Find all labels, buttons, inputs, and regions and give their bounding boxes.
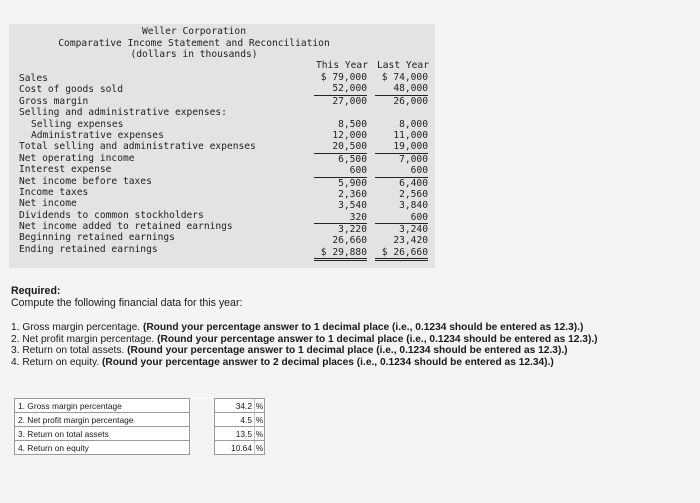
last-year-value	[375, 107, 428, 118]
this-year-value: 6,500	[338, 153, 367, 165]
question-item	[11, 357, 598, 369]
statement-row-labels	[19, 73, 256, 255]
required-heading: Required:	[11, 285, 61, 297]
answer-input[interactable]: 34.2	[215, 399, 255, 413]
this-year-value: 2,360	[338, 188, 367, 200]
statement-row-label: Cost of goods sold	[19, 84, 123, 96]
last-year-value: 600	[375, 212, 428, 224]
this-year-value: 600	[314, 165, 367, 177]
question-text: 3. Return on total assets.	[11, 345, 128, 357]
answer-input[interactable]: 10.64	[215, 441, 255, 455]
statement-row-label: Beginning retained earnings	[19, 232, 175, 244]
answer-spacer	[190, 441, 215, 455]
percent-unit: %	[255, 442, 264, 453]
statement-row-label: Selling and administrative expenses:	[19, 107, 227, 119]
this-year-value: 27,000	[332, 95, 367, 107]
statement-row-label: Net income added to retained earnings	[19, 221, 233, 233]
answer-label: 1. Gross margin percentage	[15, 399, 190, 413]
last-year-value: 23,420	[393, 235, 428, 247]
required-section	[11, 285, 242, 309]
statement-row-label: Net income before taxes	[19, 175, 152, 187]
answer-spacer	[190, 399, 215, 413]
this-year-value: 52,000	[314, 83, 367, 95]
question-instruction: (Round your percentage answer to 1 decimal place (i.e., 0.1234 should be entered as 12.3).)	[142, 322, 584, 333]
this-year-value: 3,540	[338, 200, 367, 212]
last-year-value: 600	[375, 165, 428, 177]
question-text: 2. Net profit margin percentage.	[11, 333, 158, 345]
answer-row	[15, 399, 265, 413]
statement-row-label: Dividends to common stockholders	[19, 209, 204, 221]
percent-unit: %	[255, 414, 264, 425]
question-text: 4. Return on equity.	[11, 356, 102, 368]
answer-label: 3. Return on total assets	[15, 427, 190, 441]
percent-unit: %	[255, 400, 264, 411]
question-item	[11, 334, 598, 346]
statement-row-label: Sales	[19, 73, 48, 84]
this-year-column	[314, 72, 367, 261]
this-year-value: $ 29,880	[314, 247, 367, 261]
statement-row-label: Income taxes	[19, 186, 89, 198]
last-year-value: 11,000	[393, 129, 428, 141]
answer-row	[15, 441, 265, 455]
question-instruction: (Round your percentage answer to 1 decimal place (i.e., 0.1234 should be entered as 12.3).)	[127, 345, 568, 357]
last-year-value: 6,400	[399, 177, 428, 189]
answer-table	[14, 398, 265, 455]
answer-label: 2. Net profit margin percentage	[15, 413, 190, 427]
answer-spacer	[190, 427, 215, 441]
percent-unit: %	[255, 428, 264, 439]
this-year-value: 5,900	[338, 177, 367, 189]
answer-spacer	[190, 413, 215, 427]
statement-row-label: Ending retained earnings	[19, 243, 158, 255]
question-text: 1. Gross margin percentage.	[11, 322, 143, 333]
last-year-value: 3,840	[399, 200, 428, 212]
required-intro: Compute the following financial data for this year:	[11, 297, 243, 309]
last-year-value: 8,000	[399, 118, 428, 130]
question-item	[11, 322, 598, 334]
last-year-value: 19,000	[375, 141, 428, 153]
answer-input[interactable]: 4.5	[215, 413, 255, 427]
answer-row	[15, 427, 265, 441]
statement-row-label: Selling expenses	[31, 118, 124, 130]
last-year-value: 26,000	[393, 95, 428, 107]
statement-row-label: Total selling and administrative expenses	[19, 141, 256, 153]
statement-title: Comparative Income Statement and Reconciliation	[58, 37, 330, 49]
this-year-value: 26,660	[332, 235, 367, 247]
statement-row-label: Interest expense	[19, 164, 112, 176]
statement-row-label: Net operating income	[19, 152, 135, 164]
statement-units-note: (dollars in thousands)	[130, 49, 258, 60]
income-statement-panel	[9, 24, 435, 268]
statement-row-label: Gross margin	[19, 95, 89, 107]
last-year-value: $ 74,000	[381, 72, 428, 83]
question-item	[11, 345, 598, 357]
answer-label: 4. Return on equity	[15, 441, 190, 455]
column-header-last-year: Last Year	[377, 60, 429, 71]
last-year-value: 3,240	[399, 224, 428, 236]
this-year-value: 8,500	[338, 118, 367, 130]
column-header-this-year: This Year	[316, 60, 368, 71]
last-year-value: 48,000	[375, 83, 428, 95]
answer-input[interactable]: 13.5	[215, 427, 255, 441]
statement-row-label: Net income	[19, 198, 77, 210]
last-year-column	[375, 72, 428, 261]
this-year-value: 20,500	[314, 141, 367, 153]
this-year-value	[314, 107, 367, 118]
this-year-value: 320	[314, 212, 367, 224]
this-year-value: 3,220	[338, 224, 367, 236]
question-instruction: (Round your percentage answer to 1 decimal place (i.e., 0.1234 should be entered as 12.3).)	[157, 333, 598, 345]
question-instruction: (Round your percentage answer to 2 decimal places (i.e., 0.1234 should be entered as 12.34).)	[102, 356, 554, 368]
statement-company-name: Weller Corporation	[142, 26, 246, 37]
this-year-value: $ 79,000	[320, 72, 367, 83]
last-year-value: $ 26,660	[375, 247, 428, 261]
answer-row	[15, 413, 265, 427]
this-year-value: 12,000	[332, 129, 367, 141]
statement-row-label: Administrative expenses	[31, 129, 164, 141]
last-year-value: 2,560	[399, 188, 428, 200]
question-list	[11, 322, 598, 368]
last-year-value: 7,000	[399, 153, 428, 165]
